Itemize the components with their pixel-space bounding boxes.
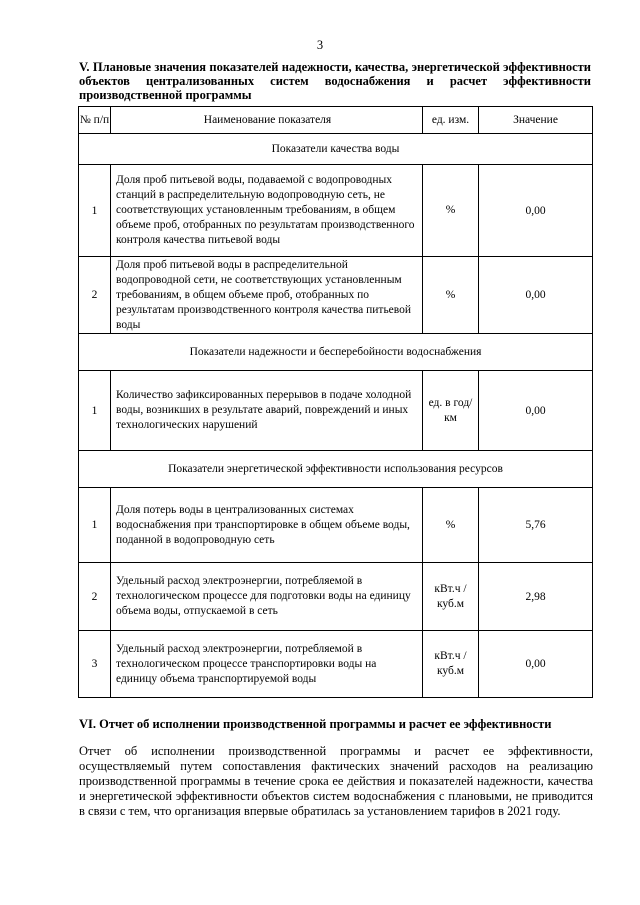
row-name: Доля проб питьевой воды, подаваемой с водопроводных станций в распределительную водопроводную сеть, не соответствующих установленным требованиям, в общем объеме проб, отобранных по результатам производственного контроля качества питьевой воды — [111, 165, 423, 257]
table-row — [79, 257, 593, 334]
page-number: 3 — [316, 38, 324, 52]
row-value: 5,76 — [479, 488, 593, 563]
header-name: Наименование показателя — [111, 107, 423, 134]
row-unit: % — [423, 165, 479, 257]
row-unit: кВт.ч / куб.м — [423, 563, 479, 631]
row-value: 0,00 — [479, 165, 593, 257]
row-num: 1 — [79, 165, 111, 257]
row-name: Количество зафиксированных перерывов в подаче холодной воды, возникших в результате аварий, повреждений и иных технологических нарушений — [111, 371, 423, 451]
row-num: 1 — [79, 371, 111, 451]
table-row — [79, 631, 593, 698]
section-6-paragraph: Отчет об исполнении производственной программы и расчет ее эффективности, осуществляемый путем сопоставления фактических значений расходов на реализацию производственной программы в течение срока ее действия и показателей надежности, качества и энергетической эффективности объектов систем водоснабжения с плановыми, не приводится в связи с тем, что организация впервые обратилась за установлением тарифов в 2021 году. — [79, 744, 593, 818]
row-num: 1 — [79, 488, 111, 563]
section-6-heading: VI. Отчет об исполнении производственной программы и расчет ее эффективности — [79, 717, 552, 731]
header-unit: ед. изм. — [423, 107, 479, 134]
table-row — [79, 165, 593, 257]
header-num: № п/п — [79, 107, 111, 134]
row-value: 2,98 — [479, 563, 593, 631]
group-row-energy — [79, 451, 593, 488]
table-row — [79, 488, 593, 563]
table-row — [79, 371, 593, 451]
group-title: Показатели качества воды — [79, 134, 593, 165]
row-num: 2 — [79, 563, 111, 631]
group-title: Показатели надежности и бесперебойности водоснабжения — [79, 334, 593, 371]
row-num: 3 — [79, 631, 111, 698]
row-unit: кВт.ч / куб.м — [423, 631, 479, 698]
row-num: 2 — [79, 257, 111, 334]
group-row-reliability — [79, 334, 593, 371]
table-row — [79, 563, 593, 631]
row-name: Доля проб питьевой воды в распределительной водопроводной сети, не соответствующих установленным требованиям, в общем объеме проб, отобранных по результатам производственного контроля качества питьевой воды — [111, 257, 423, 334]
row-name: Удельный расход электроэнергии, потребляемой в технологическом процессе для подготовки воды на единицу объема воды, отпускаемой в сеть — [111, 563, 423, 631]
row-name: Доля потерь воды в централизованных системах водоснабжения при транспортировке в общем объеме воды, поданной в водопроводную сеть — [111, 488, 423, 563]
row-unit: % — [423, 488, 479, 563]
table-header-row — [79, 107, 593, 134]
row-unit: % — [423, 257, 479, 334]
section-5-heading: V. Плановые значения показателей надежности, качества, энергетической эффективности объектов централизованных систем водоснабжения и расчет эффективности производственной программы — [79, 60, 591, 102]
indicators-table — [78, 106, 593, 698]
row-name: Удельный расход электроэнергии, потребляемой в технологическом процессе транспортировки воды на единицу объема транспортируемой воды — [111, 631, 423, 698]
group-title: Показатели энергетической эффективности использования ресурсов — [79, 451, 593, 488]
row-value: 0,00 — [479, 257, 593, 334]
group-row-quality — [79, 134, 593, 165]
row-value: 0,00 — [479, 371, 593, 451]
header-value: Значение — [479, 107, 593, 134]
row-unit: ед. в год/ км — [423, 371, 479, 451]
row-value: 0,00 — [479, 631, 593, 698]
